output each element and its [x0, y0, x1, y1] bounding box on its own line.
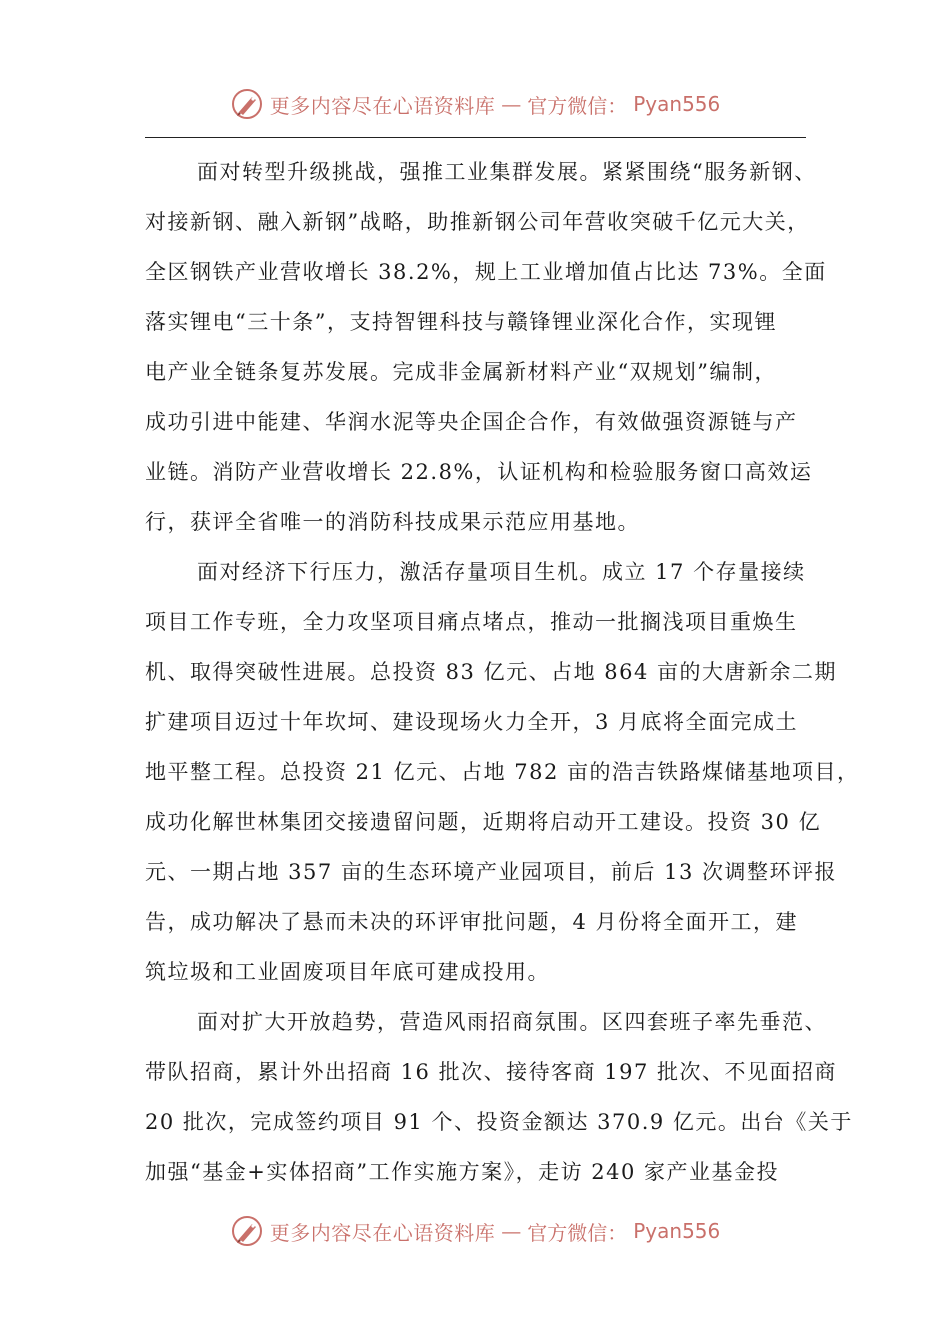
- text-line: 带队招商，累计外出招商 16 批次、接待客商 197 批次、不见面招商: [145, 1060, 838, 1084]
- fountain-pen-logo-icon: [230, 1214, 264, 1248]
- banner-main-text: 更多内容尽在心语资料库: [269, 1220, 496, 1245]
- text-line: 成功引进中能建、华润水泥等央企国企合作，有效做强资源链与产: [145, 410, 798, 434]
- paragraph-industry-cluster: [145, 147, 827, 547]
- text-line: 机、取得突破性进展。总投资 83 亿元、占地 864 亩的大唐新余二期: [145, 660, 838, 684]
- paragraph-stock-projects: [145, 547, 860, 997]
- text-line: 业链。消防产业营收增长 22.8%，认证机构和检验服务窗口高效运: [145, 460, 813, 484]
- text-line: 元、一期占地 357 亩的生态环境产业园项目，前后 13 次调整环评报: [145, 860, 838, 884]
- text-line: 告，成功解决了悬而未决的环评审批问题，4 月份将全面开工，建: [145, 910, 799, 934]
- banner-sub-text: 官方微信：: [527, 1220, 628, 1245]
- banner-sub-text: 官方微信：: [527, 93, 628, 118]
- text-line: 电产业全链条复苏发展。完成非金属新材料产业“双规划”编制，: [145, 360, 777, 384]
- text-line: 加强“基金+实体招商”工作实施方案》，走访 240 家产业基金投: [145, 1160, 779, 1184]
- header-divider: [145, 137, 806, 138]
- text-line: 面对转型升级挑战，强推工业集群发展。紧紧围绕“服务新钢、: [197, 160, 817, 184]
- header-watermark-banner: [0, 84, 950, 124]
- text-line: 成功化解世林集团交接遗留问题，近期将启动开工建设。投资 30 亿: [145, 810, 822, 834]
- text-line: 全区钢铁产业营收增长 38.2%，规上工业增加值占比达 73%。全面: [145, 260, 827, 284]
- text-line: 对接新钢、融入新钢”战略，助推新钢公司年营收突破千亿元大关，: [145, 210, 810, 234]
- text-line: 落实锂电“三十条”，支持智锂科技与赣锋锂业深化合作，实现锂: [145, 310, 777, 334]
- text-line: 行，获评全省唯一的消防科技成果示范应用基地。: [145, 510, 640, 534]
- banner-wechat-id: Pyan556: [633, 1219, 721, 1243]
- text-line: 扩建项目迈过十年坎坷、建设现场火力全开，3 月底将全面完成土: [145, 710, 799, 734]
- footer-watermark-banner: [0, 1211, 950, 1251]
- banner-main-text: 更多内容尽在心语资料库: [269, 93, 496, 118]
- document-body: [145, 147, 860, 1197]
- banner-dash: —: [501, 1219, 522, 1243]
- text-line: 面对经济下行压力，激活存量项目生机。成立 17 个存量接续: [197, 560, 806, 584]
- banner-wechat-id: Pyan556: [633, 92, 721, 116]
- text-line: 筑垃圾和工业固废项目年底可建成投用。: [145, 960, 550, 984]
- text-line: 面对扩大开放趋势，营造风雨招商氛围。区四套班子率先垂范、: [197, 1010, 827, 1034]
- text-line: 20 批次，完成签约项目 91 个、投资金额达 370.9 亿元。出台《关于: [145, 1110, 853, 1134]
- banner-dash: —: [501, 92, 522, 116]
- fountain-pen-logo-icon: [230, 87, 264, 121]
- text-line: 项目工作专班，全力攻坚项目痛点堵点，推动一批搁浅项目重焕生: [145, 610, 798, 634]
- text-line: 地平整工程。总投资 21 亿元、占地 782 亩的浩吉铁路煤储基地项目，: [145, 760, 860, 784]
- paragraph-investment-attraction: [145, 997, 853, 1197]
